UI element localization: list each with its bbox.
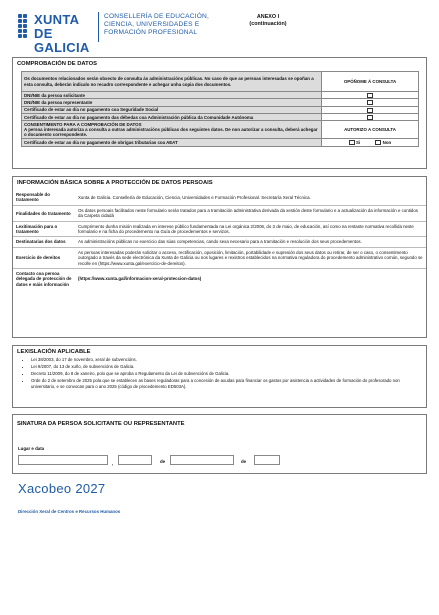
logo-text bbox=[34, 13, 108, 55]
verification-table bbox=[21, 71, 419, 147]
row-label: Certificado de estar ao día no pagamento coa Seguridade Social bbox=[22, 106, 322, 113]
table-row bbox=[13, 221, 426, 237]
info-key: Contacto coa persoa delegada de protección de datos e máis información bbox=[16, 271, 72, 287]
month-input[interactable] bbox=[170, 455, 234, 465]
xacobeo-logo bbox=[18, 481, 105, 496]
logo-line-1: XUNTA bbox=[34, 12, 80, 27]
table-row bbox=[22, 114, 419, 121]
consent-title: CONSENTIMENTO PARA A COMPROBACIÓN DE DATOS bbox=[24, 122, 142, 128]
dept-line-1: CONSELLERÍA DE EDUCACIÓN, bbox=[104, 13, 210, 20]
consent-cell bbox=[22, 121, 322, 139]
department-name bbox=[104, 13, 224, 37]
section-title: COMPROBACIÓN DE DATOS bbox=[17, 61, 97, 67]
section-title: INFORMACIÓN BÁSICA SOBRE A PROTECCIÓN DE DATOS PERSOAIS bbox=[17, 180, 213, 186]
non-label: Non bbox=[382, 139, 392, 145]
dept-line-2: CIENCIA, UNIVERSIDADES E bbox=[104, 21, 200, 28]
opono-checkbox-2[interactable] bbox=[367, 100, 373, 105]
logo-line-2: DE GALICIA bbox=[34, 26, 90, 55]
row-label: DNI/NIE da persoa representante bbox=[22, 99, 322, 106]
info-value: Os datos persoais facilitados neste formulario serán tratados para a tramitación administrativa derivada da xestión deste formulario e a actualización da información e contidos da Carpeta cidadá bbox=[75, 205, 426, 221]
year-input[interactable] bbox=[254, 455, 280, 465]
row-label: DNI/NIE da persoa solicitante bbox=[22, 92, 322, 99]
xacobeo-text: Xacobeo 2027 bbox=[18, 481, 106, 496]
info-key: Lexitimación para o tratamento bbox=[13, 221, 75, 237]
annex-label bbox=[228, 14, 308, 28]
verification-intro: Os documentos relacionados serán obxecto de consulta ás administracións públicas. No caso de que as persoas interesadas se opoñan a esta consulta, deberán indicalo no recadro correspondente e achegar unha copia dos documentos. bbox=[22, 72, 322, 92]
annex-title: ANEXO I bbox=[256, 14, 280, 20]
table-row bbox=[22, 99, 419, 106]
table-row bbox=[22, 92, 419, 99]
info-value: Cumprimento dunha misión realizada en interese público fundamentada na Lei orgánica 2/2006, do 3 de maio, de educación, así como na restante normativa recollida neste formulario e na ficha do procedemento na Guía de procedementos e servizos. bbox=[75, 221, 426, 237]
table-row bbox=[22, 106, 419, 113]
row-label: Certificado de estar ao día no pagamento das débedas coa Administración pública da Comunidade Autónoma bbox=[22, 114, 322, 121]
data-protection-table bbox=[13, 190, 426, 289]
table-row bbox=[13, 247, 426, 268]
section-title: LEXISLACIÓN APLICABLE bbox=[17, 349, 91, 355]
data-verification-section bbox=[12, 57, 427, 169]
info-key: Exercicio de dereitos bbox=[13, 247, 75, 268]
legislation-list bbox=[13, 355, 426, 391]
info-value: Xunta de Galicia. Consellería de Educación, Ciencia, Universidades e Formación Profesional. Secretaría Xeral Técnica. bbox=[75, 190, 426, 205]
footer-department: Dirección Xeral de Centros e Recursos Humanos bbox=[18, 509, 121, 514]
table-row bbox=[13, 269, 426, 290]
table-row bbox=[13, 190, 426, 205]
si-checkbox[interactable] bbox=[349, 140, 355, 145]
opono-header: OPÓÑOME Á CONSULTA bbox=[322, 72, 419, 92]
list-item: • Orde do 2 de setembro de 2025 pola que se establecen as bases reguladoras para a concesión de axudas para financiar os gastos por asistencia a actividades de formación do profesorado non universitario, e se convocan para o ano 2025 (código de procedemento ED503A). bbox=[31, 378, 420, 391]
section-title: SINATURA DA PERSOA SOLICITANTE OU REPRESENTANTE bbox=[17, 421, 185, 427]
legislation-section bbox=[12, 345, 427, 408]
table-row bbox=[13, 205, 426, 221]
place-date-label: Lugar e data bbox=[18, 446, 45, 451]
row-label: Certificado de estar ao día no pagamento de obrigas tributarias coa AEAT bbox=[22, 139, 322, 146]
info-key: Destinatarias dos datos bbox=[13, 237, 75, 247]
de-label-1: de bbox=[160, 459, 166, 464]
info-key: Finalidades do tratamento bbox=[13, 205, 75, 221]
comma-separator: , bbox=[112, 461, 114, 466]
info-key: Responsable do tratamento bbox=[13, 190, 75, 205]
privacy-link[interactable]: (https://www.xunta.gal/informacion-xeral-proteccion-datos) bbox=[78, 276, 202, 282]
info-value: As administracións públicas no exercicio das súas competencias, cando sexa necesario para a tramitación e resolución dos seus procedementos. bbox=[75, 237, 426, 247]
opono-checkbox-4[interactable] bbox=[367, 115, 373, 120]
info-value: As persoas interesadas poderán solicitar o acceso, rectificación, oposición, limitación, portabilidade e supresión dos seus datos ou retirar, de ser o caso, o consentimento outorgado a través da sede electrónica da Xunta de Galicia ou nos lugares e rexistros establecidos na normativa reguladora do procedemento administrativo común, segundo se recolle en (https://www.xunta.gal/exercicio-de-dereitos). bbox=[75, 247, 426, 268]
table-row bbox=[22, 139, 419, 146]
dept-line-3: FORMACIÓN PROFESIONAL bbox=[104, 29, 198, 36]
list-item: • Lei 38/2003, do 17 de novembro, xeral de subvencións. bbox=[31, 357, 420, 364]
annex-subtitle: (continuación) bbox=[249, 21, 287, 27]
si-label: Si bbox=[356, 139, 361, 145]
opono-checkbox-1[interactable] bbox=[367, 93, 373, 98]
day-input[interactable] bbox=[118, 455, 152, 465]
table-row bbox=[13, 237, 426, 247]
data-protection-section bbox=[12, 176, 427, 338]
xunta-logo bbox=[18, 12, 108, 55]
xunta-emblem-icon bbox=[18, 14, 32, 42]
header-divider bbox=[98, 12, 99, 42]
signature-section bbox=[12, 414, 427, 474]
non-checkbox[interactable] bbox=[375, 140, 381, 145]
list-item: • Decreto 11/2009, do 8 de xaneiro, polo que se aproba o Regulamento da Lei de subvencións de Galicia. bbox=[31, 371, 420, 378]
de-label-2: de bbox=[241, 459, 247, 464]
autorizo-header: AUTORIZO A CONSULTA bbox=[322, 121, 419, 139]
consent-text: A persoa interesada autoriza a consulta a outras administracións públicas dos seguintes datos. De non autorizar a consulta, deberá achegar o documento correspondente. bbox=[24, 127, 318, 138]
place-input[interactable] bbox=[18, 455, 108, 465]
list-item: • Lei 9/2007, do 13 de xuño, de subvencións de Galicia. bbox=[31, 364, 420, 371]
opono-checkbox-3[interactable] bbox=[367, 108, 373, 113]
